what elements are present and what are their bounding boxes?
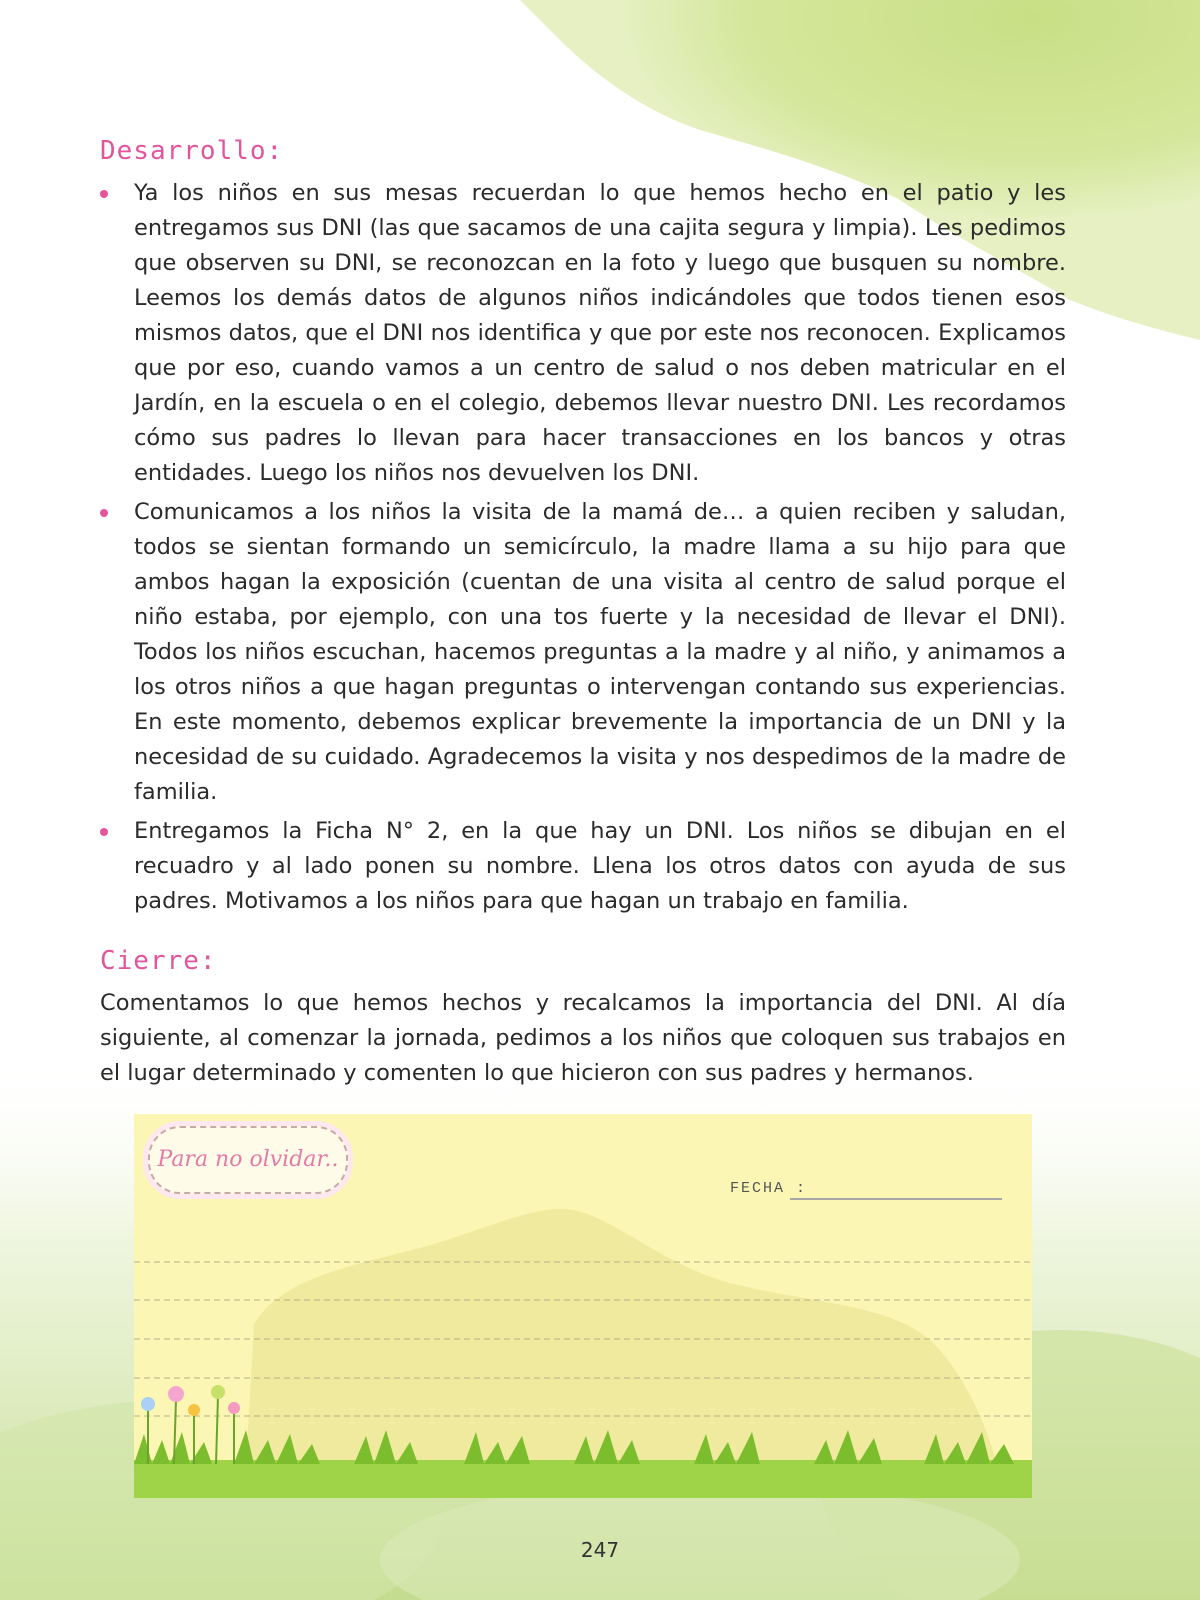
bullet-dot-icon [100, 828, 108, 836]
cierre-paragraph: Comentamos lo que hemos hechos y recalcamos la importancia del DNI. Al día siguiente, al comenzar la jornada, pedimos a los niños que coloquen sus trabajos en el lugar determinado y comenten lo que hicieron con sus padres y hermanos. [100, 990, 1066, 1086]
note-box-title: Para no olvidar.. [157, 1147, 339, 1172]
list-item [100, 814, 1066, 919]
flowers-icon [141, 1385, 240, 1464]
list-item [100, 495, 1066, 810]
note-box [134, 1114, 1032, 1498]
bullet-dot-icon [100, 509, 108, 517]
bullet-text: Entregamos la Ficha N° 2, en la que hay un DNI. Los niños se dibujan en el recuadro y al lado ponen su nombre. Llena los otros datos con ayuda de sus padres. Motivamos a los niños para que hagan un trabajo en familia. [134, 818, 1066, 914]
page-number: 247 [580, 1538, 620, 1562]
cierre-heading: Cierre: [100, 946, 217, 976]
list-item [100, 176, 1066, 491]
bullet-text: Ya los niños en sus mesas recuerdan lo que hemos hecho en el patio y les entregamos sus DNI (las que sacamos de una cajita segura y limpia). Les pedimos que observen su DNI, se reconozcan en la foto y luego que busquen su nombre. Leemos los demás datos de algunos niños indicándoles que todos tienen esos mismos datos, que el DNI nos identifica y que por este nos reconocen. Explicamos que por eso, cuando vamos a un centro de salud o nos deben matricular en el Jardín, en la escuela o en el colegio, debemos llevar nuestro DNI. Les recordamos cómo sus padres lo llevan para hacer transacciones en los bancos y otras entidades. Luego los niños nos devuelven los DNI. [134, 180, 1066, 486]
bullet-dot-icon [100, 190, 108, 198]
desarrollo-bullet-list [100, 176, 1066, 923]
desarrollo-heading: Desarrollo: [100, 136, 284, 166]
bullet-text: Comunicamos a los niños la visita de la mamá de… a quien reciben y saludan, todos se sientan formando un semicírculo, la madre llama a su hijo para que ambos hagan la exposición (cuentan de una visita al centro de salud porque el niño estaba, por ejemplo, con una tos fuerte y la necesidad de llevar el DNI). Todos los niños escuchan, hacemos preguntas a la madre y al niño, y animamos a los otros niños a que hagan preguntas o intervengan contando sus experiencias. En este momento, debemos explicar brevemente la importancia de un DNI y la necesidad de su cuidado. Agradecemos la visita y nos despedimos de la madre de familia. [134, 499, 1066, 805]
date-label: FECHA : [730, 1180, 808, 1197]
date-input-line[interactable] [790, 1198, 1002, 1200]
para-no-olvidar-cloud [148, 1126, 348, 1194]
